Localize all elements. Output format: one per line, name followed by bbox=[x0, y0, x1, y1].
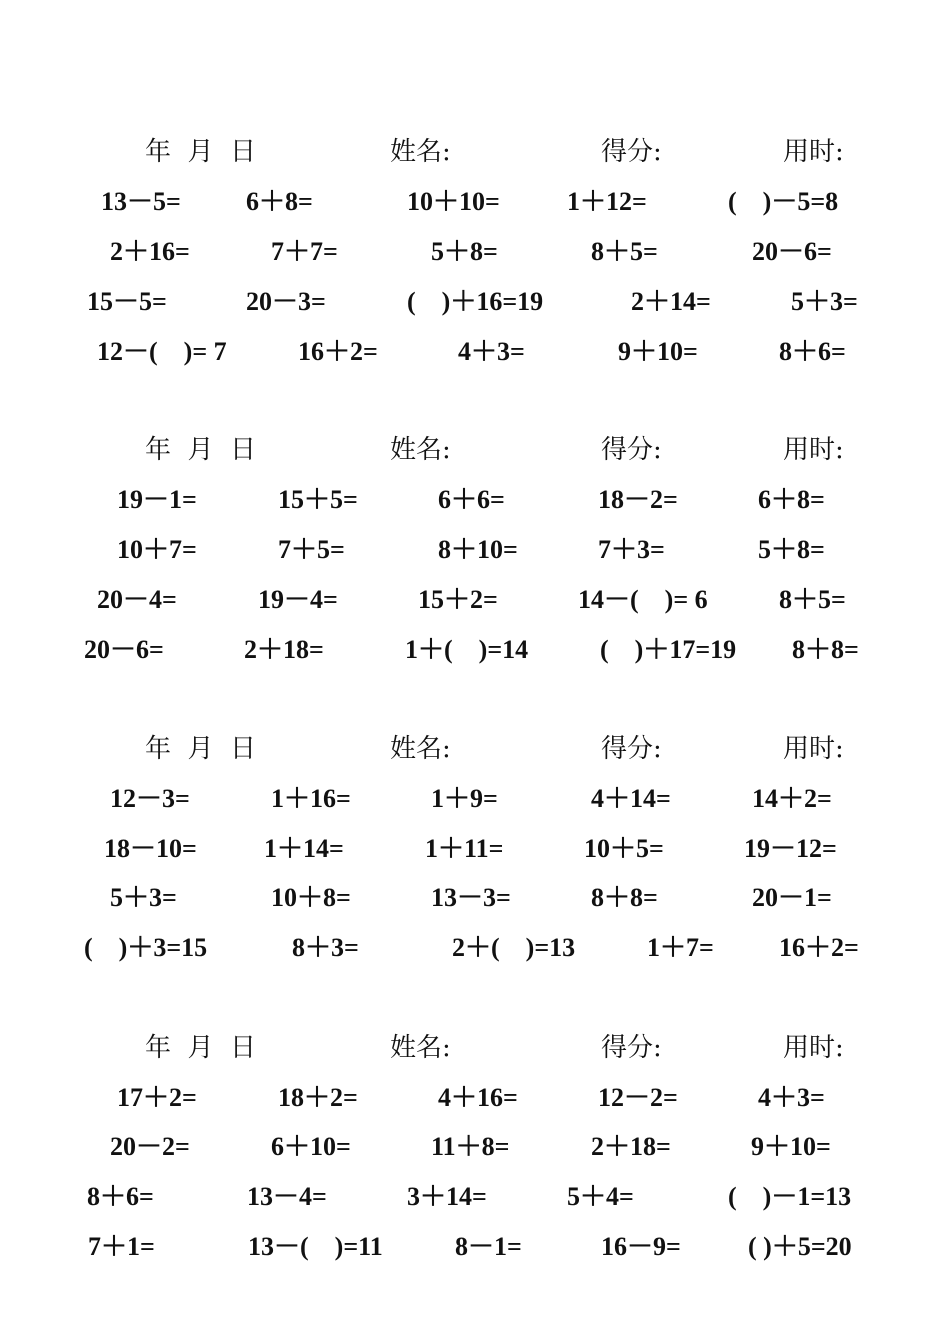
problem: 1＋14= bbox=[264, 834, 344, 863]
problem: 11＋8= bbox=[431, 1132, 510, 1161]
time-label: 用时: bbox=[783, 734, 844, 764]
problem: 6＋8= bbox=[758, 485, 825, 514]
problem: 12－( )= 7 bbox=[97, 337, 227, 366]
name-label: 姓名: bbox=[390, 734, 451, 764]
problem: 1＋11= bbox=[425, 834, 504, 863]
name-label: 姓名: bbox=[390, 435, 451, 465]
problem: 18＋2= bbox=[278, 1083, 358, 1112]
problem: 3＋14= bbox=[407, 1182, 487, 1211]
problem: ( )＋3=15 bbox=[84, 933, 208, 962]
problem: 13－5= bbox=[101, 187, 181, 216]
problem: 2＋( )=13 bbox=[452, 933, 576, 962]
worksheet-header bbox=[0, 430, 950, 470]
date-label: 年 月 日 bbox=[145, 734, 257, 764]
problem: 7＋3= bbox=[598, 535, 665, 564]
problem: 8＋5= bbox=[779, 585, 846, 614]
problem: 5＋4= bbox=[567, 1182, 634, 1211]
problem: 12－2= bbox=[598, 1083, 678, 1112]
problem: 7＋1= bbox=[88, 1232, 155, 1261]
problem: 7＋7= bbox=[271, 237, 338, 266]
problem: 8＋5= bbox=[591, 237, 658, 266]
problem: 8＋8= bbox=[792, 635, 859, 664]
problem: 10＋8= bbox=[271, 883, 351, 912]
problem: 14－( )= 6 bbox=[578, 585, 708, 614]
problem: 16－9= bbox=[601, 1232, 681, 1261]
problem: 2＋18= bbox=[244, 635, 324, 664]
problem: 20－4= bbox=[97, 585, 177, 614]
problem: 13－4= bbox=[247, 1182, 327, 1211]
time-label: 用时: bbox=[783, 435, 844, 465]
problem: 16＋2= bbox=[298, 337, 378, 366]
problem: 7＋5= bbox=[278, 535, 345, 564]
problem: 2＋14= bbox=[631, 287, 711, 316]
problem: 18－2= bbox=[598, 485, 678, 514]
problem: 5＋8= bbox=[431, 237, 498, 266]
score-label: 得分: bbox=[601, 137, 662, 167]
problem: 1＋16= bbox=[271, 784, 351, 813]
name-label: 姓名: bbox=[390, 1033, 451, 1063]
problem: 20－6= bbox=[84, 635, 164, 664]
problem: 13－( )=11 bbox=[248, 1232, 383, 1261]
problem: 1＋( )=14 bbox=[405, 635, 529, 664]
date-label: 年 月 日 bbox=[145, 435, 257, 465]
problem: ( )＋16=19 bbox=[407, 287, 544, 316]
problem: 4＋14= bbox=[591, 784, 671, 813]
problem: 15－5= bbox=[87, 287, 167, 316]
problem: 1＋7= bbox=[647, 933, 714, 962]
worksheet-header bbox=[0, 132, 950, 172]
problem: 18－10= bbox=[104, 834, 197, 863]
problem: 6＋8= bbox=[246, 187, 313, 216]
problem: 5＋8= bbox=[758, 535, 825, 564]
problem: 4＋3= bbox=[758, 1083, 825, 1112]
problem: 15＋5= bbox=[278, 485, 358, 514]
problem: ( )－1=13 bbox=[728, 1182, 852, 1211]
problem: 5＋3= bbox=[791, 287, 858, 316]
problem: ( )－5=8 bbox=[728, 187, 839, 216]
date-label: 年 月 日 bbox=[145, 137, 257, 167]
problem: 13－3= bbox=[431, 883, 511, 912]
problem: 2＋18= bbox=[591, 1132, 671, 1161]
problem: 19－4= bbox=[258, 585, 338, 614]
score-label: 得分: bbox=[601, 435, 662, 465]
problem: 12－3= bbox=[110, 784, 190, 813]
problem: 16＋2= bbox=[779, 933, 859, 962]
problem: 10＋7= bbox=[117, 535, 197, 564]
problem: 8＋10= bbox=[438, 535, 518, 564]
problem: 20－2= bbox=[110, 1132, 190, 1161]
problem: 8＋6= bbox=[779, 337, 846, 366]
problem: 10＋5= bbox=[584, 834, 664, 863]
problem: ( )＋17=19 bbox=[600, 635, 737, 664]
problem: 15＋2= bbox=[418, 585, 498, 614]
time-label: 用时: bbox=[783, 1033, 844, 1063]
problem: 4＋3= bbox=[458, 337, 525, 366]
problem: 19－12= bbox=[744, 834, 837, 863]
problem: 5＋3= bbox=[110, 883, 177, 912]
problem: 9＋10= bbox=[751, 1132, 831, 1161]
problem: 19－1= bbox=[117, 485, 197, 514]
problem: 10＋10= bbox=[407, 187, 500, 216]
problem: 9＋10= bbox=[618, 337, 698, 366]
worksheet-header bbox=[0, 1028, 950, 1068]
problem: 4＋16= bbox=[438, 1083, 518, 1112]
problem: 8－1= bbox=[455, 1232, 522, 1261]
problem: 6＋10= bbox=[271, 1132, 351, 1161]
problem: ( )＋5=20 bbox=[748, 1232, 852, 1261]
problem: 1＋9= bbox=[431, 784, 498, 813]
score-label: 得分: bbox=[601, 1033, 662, 1063]
problem: 2＋16= bbox=[110, 237, 190, 266]
problem: 1＋12= bbox=[567, 187, 647, 216]
problem: 20－3= bbox=[246, 287, 326, 316]
worksheet-header bbox=[0, 729, 950, 769]
date-label: 年 月 日 bbox=[145, 1033, 257, 1063]
problem: 8＋3= bbox=[292, 933, 359, 962]
time-label: 用时: bbox=[783, 137, 844, 167]
problem: 8＋8= bbox=[591, 883, 658, 912]
problem: 20－1= bbox=[752, 883, 832, 912]
problem: 14＋2= bbox=[752, 784, 832, 813]
problem: 8＋6= bbox=[87, 1182, 154, 1211]
problem: 17＋2= bbox=[117, 1083, 197, 1112]
problem: 20－6= bbox=[752, 237, 832, 266]
problem: 6＋6= bbox=[438, 485, 505, 514]
name-label: 姓名: bbox=[390, 137, 451, 167]
score-label: 得分: bbox=[601, 734, 662, 764]
